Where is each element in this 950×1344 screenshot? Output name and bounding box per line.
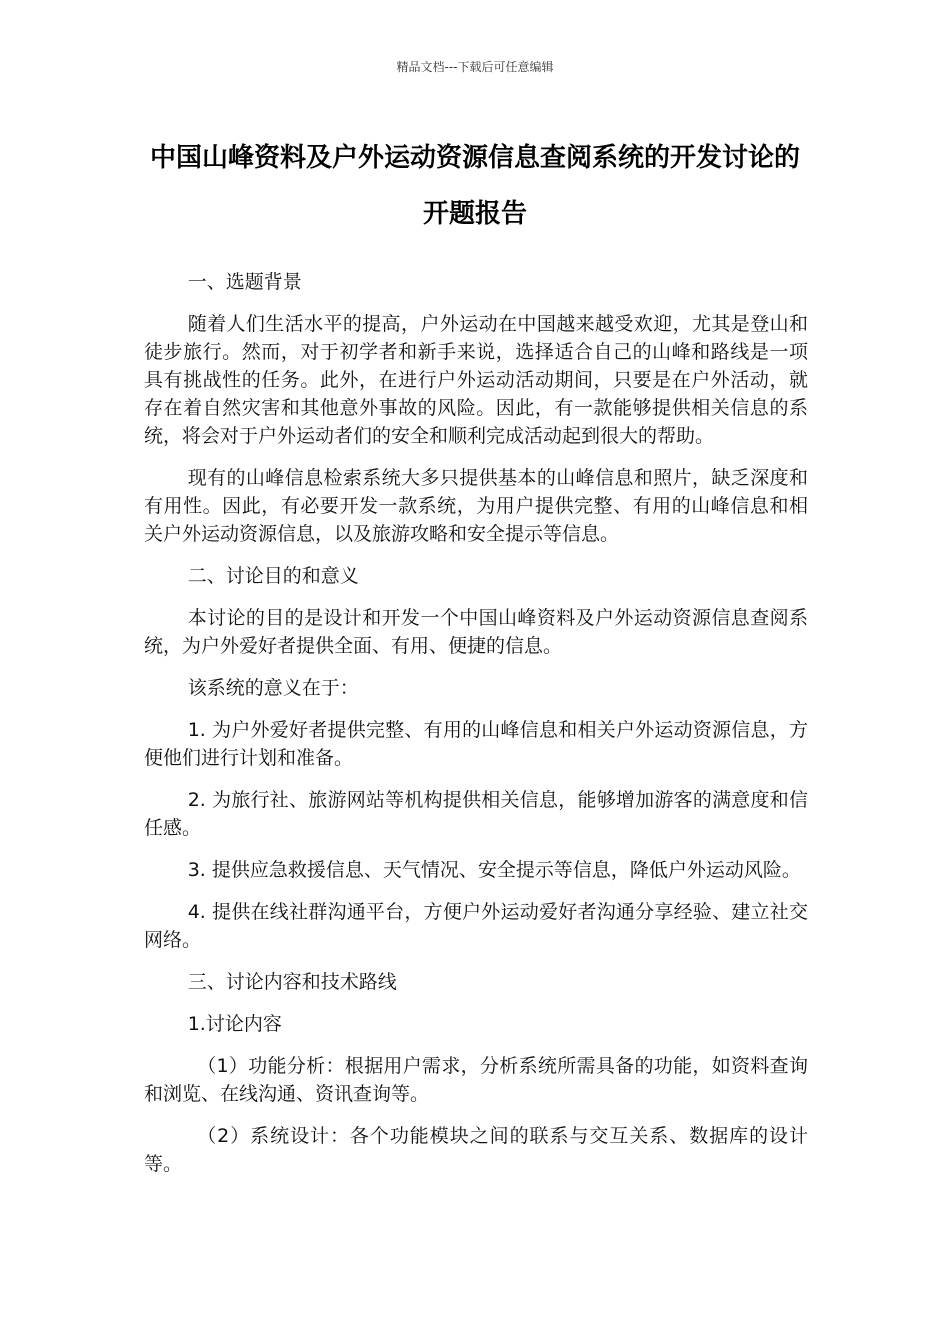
section-heading-background: 一、选题背景 xyxy=(187,271,302,293)
list-item-significance-1: 1. 为户外爱好者提供完整、有用的山峰信息和相关户外运动资源信息，方便他们进行计划和准备。 xyxy=(144,719,808,769)
list-item-system-design: （2）系统设计：各个功能模块之间的联系与交互关系、数据库的设计等。 xyxy=(144,1125,808,1175)
list-item-significance-2: 2. 为旅行社、旅游网站等机构提供相关信息，能够增加游客的满意度和信任感。 xyxy=(144,789,808,839)
paragraph-background-1: 随着人们生活水平的提高，户外运动在中国越来越受欢迎，尤其是登山和徒步旅行。然而，对于初学者和新手来说，选择适合自己的山峰和路线是一项具有挑战性的任务。此外，在进行户外运动活动期间，只要是在户外活动，就存在着自然灾害和其他意外事故的风险。因此，有一款能够提供相关信息的系统，将会对于户外运动者们的安全和顺利完成活动起到很大的帮助。 xyxy=(144,313,808,447)
paragraph-background-2: 现有的山峰信息检索系统大多只提供基本的山峰信息和照片，缺乏深度和有用性。因此，有必要开发一款系统，为用户提供完整、有用的山峰信息和相关户外运动资源信息，以及旅游攻略和安全提示等信息。 xyxy=(144,467,808,545)
list-item-significance-4: 4. 提供在线社群沟通平台，方便户外运动爱好者沟通分享经验、建立社交网络。 xyxy=(144,901,808,951)
subheading-content: 1.讨论内容 xyxy=(187,1013,282,1035)
paragraph-purpose: 本讨论的目的是设计和开发一个中国山峰资料及户外运动资源信息查阅系统，为户外爱好者提供全面、有用、便捷的信息。 xyxy=(144,607,808,657)
section-heading-purpose: 二、讨论目的和意义 xyxy=(187,565,359,587)
paragraph-significance-intro: 该系统的意义在于： xyxy=(187,677,359,699)
document-body xyxy=(144,268,808,1192)
list-item-significance-3: 3. 提供应急救援信息、天气情况、安全提示等信息，降低户外运动风险。 xyxy=(187,859,801,881)
list-item-function-analysis: （1）功能分析：根据用户需求，分析系统所需具备的功能，如资料查询和浏览、在线沟通、资讯查询等。 xyxy=(144,1055,808,1105)
document-title: 中国山峰资料及户外运动资源信息查阅系统的开发讨论的开题报告 xyxy=(149,143,800,229)
header-note: 精品文档---下载后可任意编辑 xyxy=(396,60,554,74)
section-heading-content: 三、讨论内容和技术路线 xyxy=(187,971,397,993)
